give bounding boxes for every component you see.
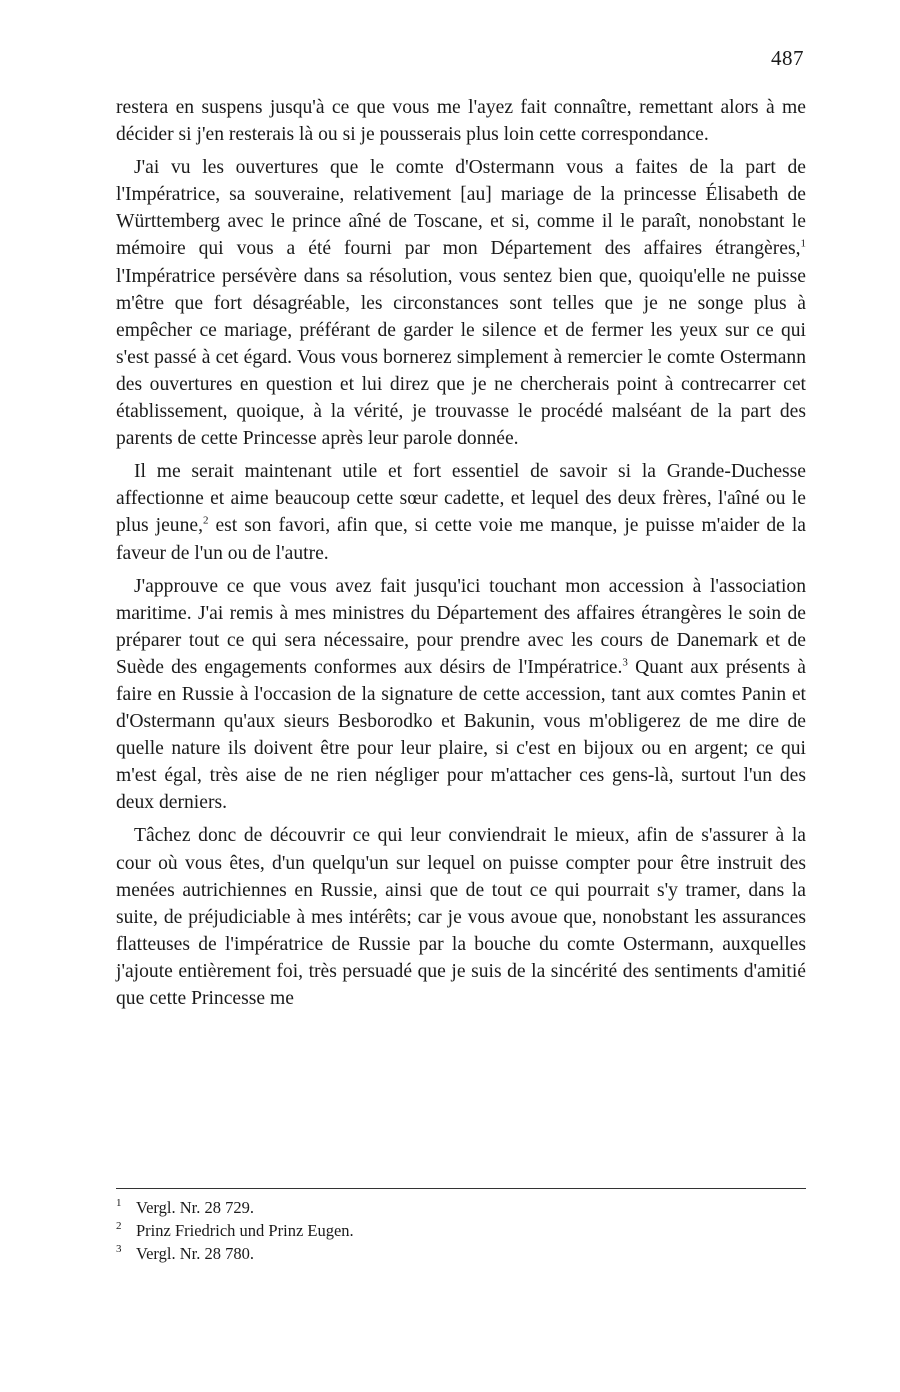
footnote	[116, 1219, 806, 1242]
footnote-number: 3	[116, 1243, 122, 1255]
footnote	[116, 1196, 806, 1219]
footnote-reference: 2	[202, 514, 209, 527]
footnote-number: 1	[116, 1197, 122, 1209]
footnote	[116, 1242, 806, 1265]
paragraph-text: J'ai vu les ouvertures que le comte d'Ostermann vous a faites de la part de l'Impératrice, sa souveraine, relativement [au] mariage de la princesse Élisabeth de Württemberg avec le prince aîné de Toscane, et si, comme il le paraît, nonobstant le mémoire qui vous a été fourni par mon Département des affaires étrangères,	[116, 157, 806, 260]
footnotes	[116, 1196, 806, 1265]
footnote-text: Prinz Friedrich und Prinz Eugen.	[136, 1221, 354, 1240]
paragraph	[116, 573, 806, 817]
paragraph: restera en suspens jusqu'à ce que vous me l'ayez fait connaître, remettant alors à me décider si j'en resterais là ou si je pousserais plus loin cette correspondance.	[116, 97, 806, 146]
footnote-reference: 3	[622, 656, 628, 669]
paragraph-text: l'Impératrice persévère dans sa résolution, vous sentez bien que, quoiqu'elle ne puisse m'être que fort désagréable, les circonstances sont telles que je ne songe plus à empêcher ce mariage, préférant de garder le silence et de fermer les yeux sur ce qui s'est passé à cet égard. Vous vous bornerez simplement à remercier le comte Ostermann des ouvertures en question et lui direz que je ne chercherais point à contrecarrer cet établissement, quoique, à la vérité, je trouvasse le procédé malséant de la part des parents de cette Princesse après leur parole donnée.	[116, 265, 806, 450]
page-number: 487	[771, 46, 804, 70]
footnote-text: Vergl. Nr. 28 780.	[136, 1244, 254, 1263]
paragraph-text: J'approuve ce que vous avez fait jusqu'ici touchant mon accession à l'association maritime. J'ai remis à mes ministres du Département des affaires étrangères le soin de préparer tout ce qui sera nécessaire, pour prendre avec les cours de Danemark et de Suède des engagements conformes aux désirs de l'Impératrice.	[116, 575, 806, 678]
main-text	[116, 94, 806, 1018]
footnote-number: 2	[116, 1220, 122, 1232]
paragraph	[116, 458, 806, 566]
footnote-divider	[116, 1188, 806, 1189]
paragraph-text: Quant aux présents à faire en Russie à l'occasion de la signature de cette accession, tant aux comtes Panin et d'Ostermann qu'aux sieurs Besborodko et Bakunin, vous m'obligerez de me dire de quelle nature ils doivent être pour leur plaire, si c'est en bijoux ou en argent; ce qui m'est égal, très aise de ne rien négliger pour m'attacher ces gens-là, surtout l'un des deux derniers.	[116, 656, 806, 814]
paragraph-text: est son favori, afin que, si cette voie me manque, je puisse m'aider de la faveur de l'un ou de l'autre.	[116, 515, 806, 564]
footnote-text: Vergl. Nr. 28 729.	[136, 1198, 254, 1217]
paragraph	[116, 154, 806, 452]
footnote-reference: 1	[800, 237, 806, 250]
paragraph: Tâchez donc de découvrir ce qui leur conviendrait le mieux, afin de s'assurer à la cour où vous êtes, d'un quelqu'un sur lequel on puisse compter pour être instruit des menées autrichiennes en Russie, ainsi que de tout ce qui pourrait s'y tramer, dans la suite, de préjudiciable à mes intérêts; car je vous avoue que, nonobstant les assurances flatteuses de l'impératrice de Russie par la bouche du comte Ostermann, auxquelles j'ajoute entièrement foi, très persuadé que je suis de la sincérité des sentiments d'amitié que cette Princesse me	[116, 825, 806, 1009]
paragraph-text: Il me serait maintenant utile et fort essentiel de savoir si la Grande-Duchesse affectionne et aime beaucoup cette sœur cadette, et lequel des deux frères, l'aîné ou le plus jeune,	[116, 461, 806, 537]
